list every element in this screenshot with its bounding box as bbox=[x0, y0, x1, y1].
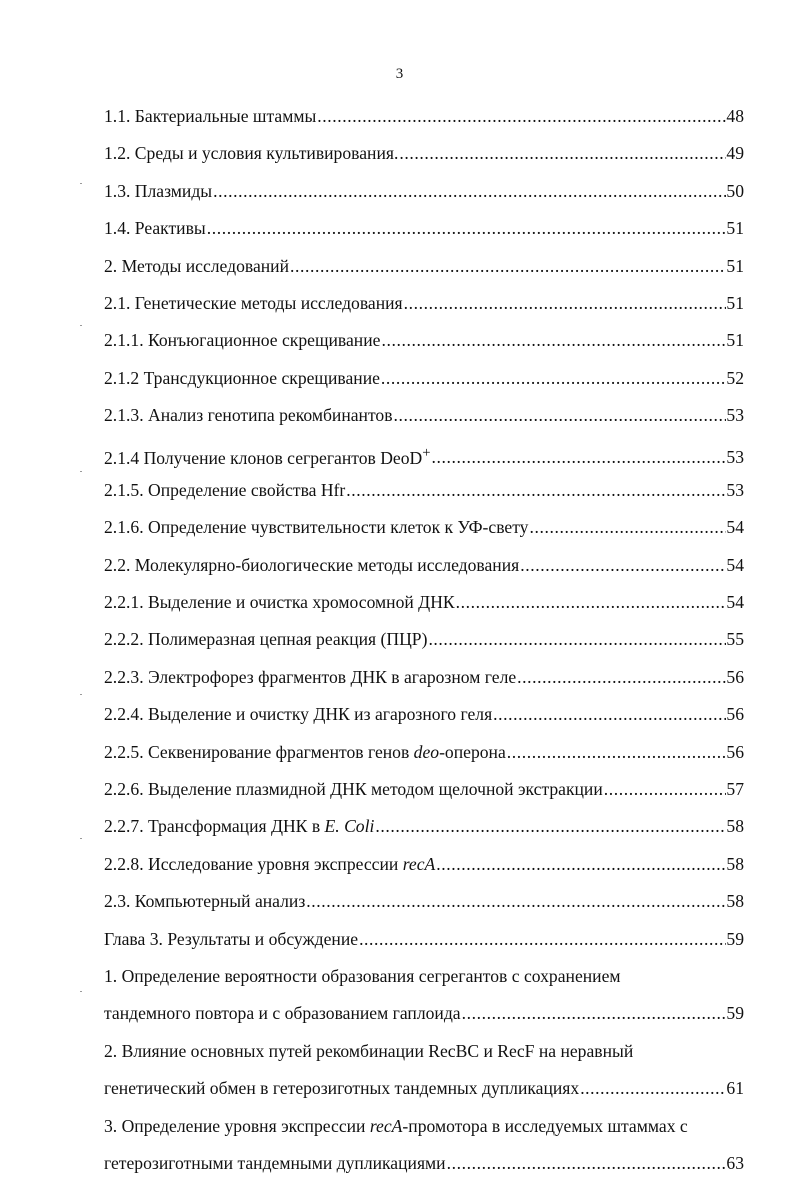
italic-gene-name: recA bbox=[402, 853, 436, 874]
toc-entry bbox=[104, 584, 744, 621]
toc-entry bbox=[104, 360, 744, 397]
toc-entry-title: 2.2.2. Полимеразная цепная реакция (ПЦР) bbox=[104, 629, 428, 650]
dot-leader bbox=[456, 584, 727, 621]
toc-entry-page: 58 bbox=[726, 816, 744, 837]
toc-entry-page: 51 bbox=[726, 218, 744, 239]
dot-leader bbox=[359, 921, 726, 958]
toc-entry-page: 50 bbox=[726, 180, 744, 201]
toc-entry bbox=[104, 472, 744, 509]
toc-entry-title-text: 2.1.4 Получение клонов сегрегантов DeoD bbox=[104, 447, 423, 468]
toc-entry bbox=[104, 696, 744, 733]
toc-entry bbox=[104, 995, 744, 1032]
toc-entry bbox=[104, 435, 744, 472]
toc-entry-page: 54 bbox=[726, 517, 744, 538]
dot-leader bbox=[447, 1145, 727, 1182]
toc-entry-page: 57 bbox=[726, 779, 744, 800]
dot-leader bbox=[520, 547, 726, 584]
toc-entry-page: 48 bbox=[726, 106, 744, 126]
dot-leader bbox=[207, 210, 727, 247]
toc-entry-title: 2.2.6. Выделение плазмидной ДНК методом щелочной экстракции bbox=[104, 779, 603, 800]
scan-speck bbox=[80, 183, 82, 184]
toc-entry-title: 1.1. Бактериальные штаммы bbox=[104, 106, 317, 126]
toc-entry-title: генетический обмен в гетерозиготных тандемных дупликациях bbox=[104, 1078, 580, 1099]
toc-entry-title: Глава 3. Результаты и обсуждение bbox=[104, 928, 359, 949]
toc-entry-title: 1.4. Реактивы bbox=[104, 218, 206, 239]
dot-leader bbox=[493, 696, 726, 733]
dot-leader bbox=[375, 808, 726, 845]
toc-entry bbox=[104, 547, 744, 584]
toc-entry bbox=[104, 734, 744, 771]
toc-entry-title: 2.1.1. Конъюгационное скрещивание bbox=[104, 330, 381, 351]
superscript-plus: + bbox=[422, 444, 431, 461]
toc-entry bbox=[104, 659, 744, 696]
toc-entry-title bbox=[104, 435, 431, 477]
dot-leader bbox=[529, 509, 726, 546]
dot-leader bbox=[306, 883, 726, 920]
toc-entry-page: 59 bbox=[726, 1003, 744, 1024]
toc-entry-title: 1.2. Среды и условия культивирования. bbox=[104, 143, 399, 164]
dot-leader bbox=[346, 472, 726, 509]
dot-leader bbox=[381, 322, 726, 359]
dot-leader bbox=[517, 659, 726, 696]
dot-leader bbox=[436, 846, 726, 883]
toc-entry-title: 2.2.5. Секвенирование фрагментов генов deo-оперона bbox=[104, 741, 506, 762]
toc-entry bbox=[104, 135, 744, 172]
toc-entry-title: 2.2.1. Выделение и очистка хромосомной ДНК bbox=[104, 592, 455, 613]
toc-entry bbox=[104, 509, 744, 546]
dot-leader bbox=[404, 285, 727, 322]
toc-entry bbox=[104, 248, 744, 285]
toc-entry-page: 59 bbox=[726, 928, 744, 949]
dot-leader bbox=[213, 173, 726, 210]
toc-entry-title: 2.1.3. Анализ генотипа рекомбинантов bbox=[104, 405, 393, 426]
toc-entry-title: 2.2.4. Выделение и очистку ДНК из агарозного геля bbox=[104, 704, 493, 725]
toc-entry-title: 2.2.8. Исследование уровня экспрессии recA bbox=[104, 853, 436, 874]
toc-entry-page: 53 bbox=[726, 447, 744, 468]
toc-entry-page: 54 bbox=[726, 592, 744, 613]
toc-entry bbox=[104, 1070, 744, 1107]
toc-entry-title: 2.1.5. Определение свойства Hfr bbox=[104, 479, 346, 500]
dot-leader bbox=[428, 621, 726, 658]
dot-leader bbox=[394, 397, 727, 434]
toc-entry-title: 2.2.7. Трансформация ДНК в E. Coli bbox=[104, 816, 375, 837]
toc-entry bbox=[104, 846, 744, 883]
toc-entry-page: 56 bbox=[726, 704, 744, 725]
toc-entry bbox=[104, 210, 744, 247]
page-number: 3 bbox=[395, 66, 404, 82]
toc-entry-page: 49 bbox=[726, 143, 744, 164]
toc-entry-title: 2.2. Молекулярно-биологические методы исследования bbox=[104, 554, 520, 575]
italic-gene-name: recA bbox=[369, 1115, 403, 1136]
toc-entry bbox=[104, 808, 744, 845]
toc-entry-line1: 2. Влияние основных путей рекомбинации RecBC и RecF на неравный bbox=[104, 1040, 634, 1061]
toc-entry bbox=[104, 883, 744, 920]
toc-entry-title: 2.1.2 Трансдукционное скрещивание bbox=[104, 367, 380, 388]
toc-entry-title: 2.3. Компьютерный анализ bbox=[104, 891, 306, 912]
toc-entry-page: 61 bbox=[726, 1078, 744, 1099]
toc-entry-line1: 3. Определение уровня экспрессии recA-промотора в исследуемых штаммах с bbox=[104, 1115, 688, 1136]
toc-entry-page: 51 bbox=[726, 330, 744, 351]
toc-entry-page: 53 bbox=[726, 405, 744, 426]
toc-entry bbox=[104, 1145, 744, 1182]
toc-entry-title: 2.1. Генетические методы исследования bbox=[104, 292, 403, 313]
toc-entry-page: 53 bbox=[726, 479, 744, 500]
toc-entry-title: 2. Методы исследований bbox=[104, 255, 290, 276]
toc-entry bbox=[104, 173, 744, 210]
dot-leader bbox=[290, 248, 726, 285]
toc-entry-page: 51 bbox=[726, 255, 744, 276]
dot-leader bbox=[317, 98, 726, 135]
toc-entry bbox=[104, 322, 744, 359]
dot-leader bbox=[399, 135, 726, 172]
dot-leader bbox=[462, 995, 727, 1032]
toc-entry-title: 1.3. Плазмиды bbox=[104, 180, 213, 201]
toc-entry-title: гетерозиготными тандемными дупликациями bbox=[104, 1152, 446, 1173]
scan-speck bbox=[80, 471, 82, 472]
toc-entry-page: 56 bbox=[726, 741, 744, 762]
toc-entry-title: 2.2.3. Электрофорез фрагментов ДНК в агарозном геле bbox=[104, 666, 517, 687]
toc-entry-page: 58 bbox=[726, 853, 744, 874]
table-of-contents bbox=[104, 98, 744, 1182]
toc-entry-page: 56 bbox=[726, 666, 744, 687]
toc-entry-title: тандемного повтора и с образованием гаплоида bbox=[104, 1003, 461, 1024]
scan-speck bbox=[80, 991, 82, 992]
toc-entry bbox=[104, 397, 744, 434]
dot-leader bbox=[381, 360, 726, 397]
toc-entry bbox=[104, 285, 744, 322]
scan-speck bbox=[80, 838, 82, 839]
dot-leader bbox=[580, 1070, 726, 1107]
toc-entry bbox=[104, 771, 744, 808]
italic-organism-name: E. Coli bbox=[324, 816, 375, 837]
toc-entry bbox=[104, 98, 744, 135]
toc-entry-page: 58 bbox=[726, 891, 744, 912]
toc-entry-page: 55 bbox=[726, 629, 744, 650]
toc-entry bbox=[104, 621, 744, 658]
scan-speck bbox=[80, 325, 82, 326]
toc-entry bbox=[104, 921, 744, 958]
toc-entry-title: 2.1.6. Определение чувствительности клеток к УФ-свету bbox=[104, 517, 529, 538]
dot-leader bbox=[604, 771, 727, 808]
toc-entry-page: 54 bbox=[726, 554, 744, 575]
toc-entry-page: 52 bbox=[726, 367, 744, 388]
italic-gene-name: deo bbox=[413, 741, 440, 762]
toc-entry-page: 51 bbox=[726, 292, 744, 313]
scan-speck bbox=[80, 694, 82, 695]
toc-entry-page: 63 bbox=[726, 1152, 744, 1173]
dot-leader bbox=[507, 734, 727, 771]
toc-entry-line1: 1. Определение вероятности образования сегрегантов с сохранением bbox=[104, 965, 621, 986]
